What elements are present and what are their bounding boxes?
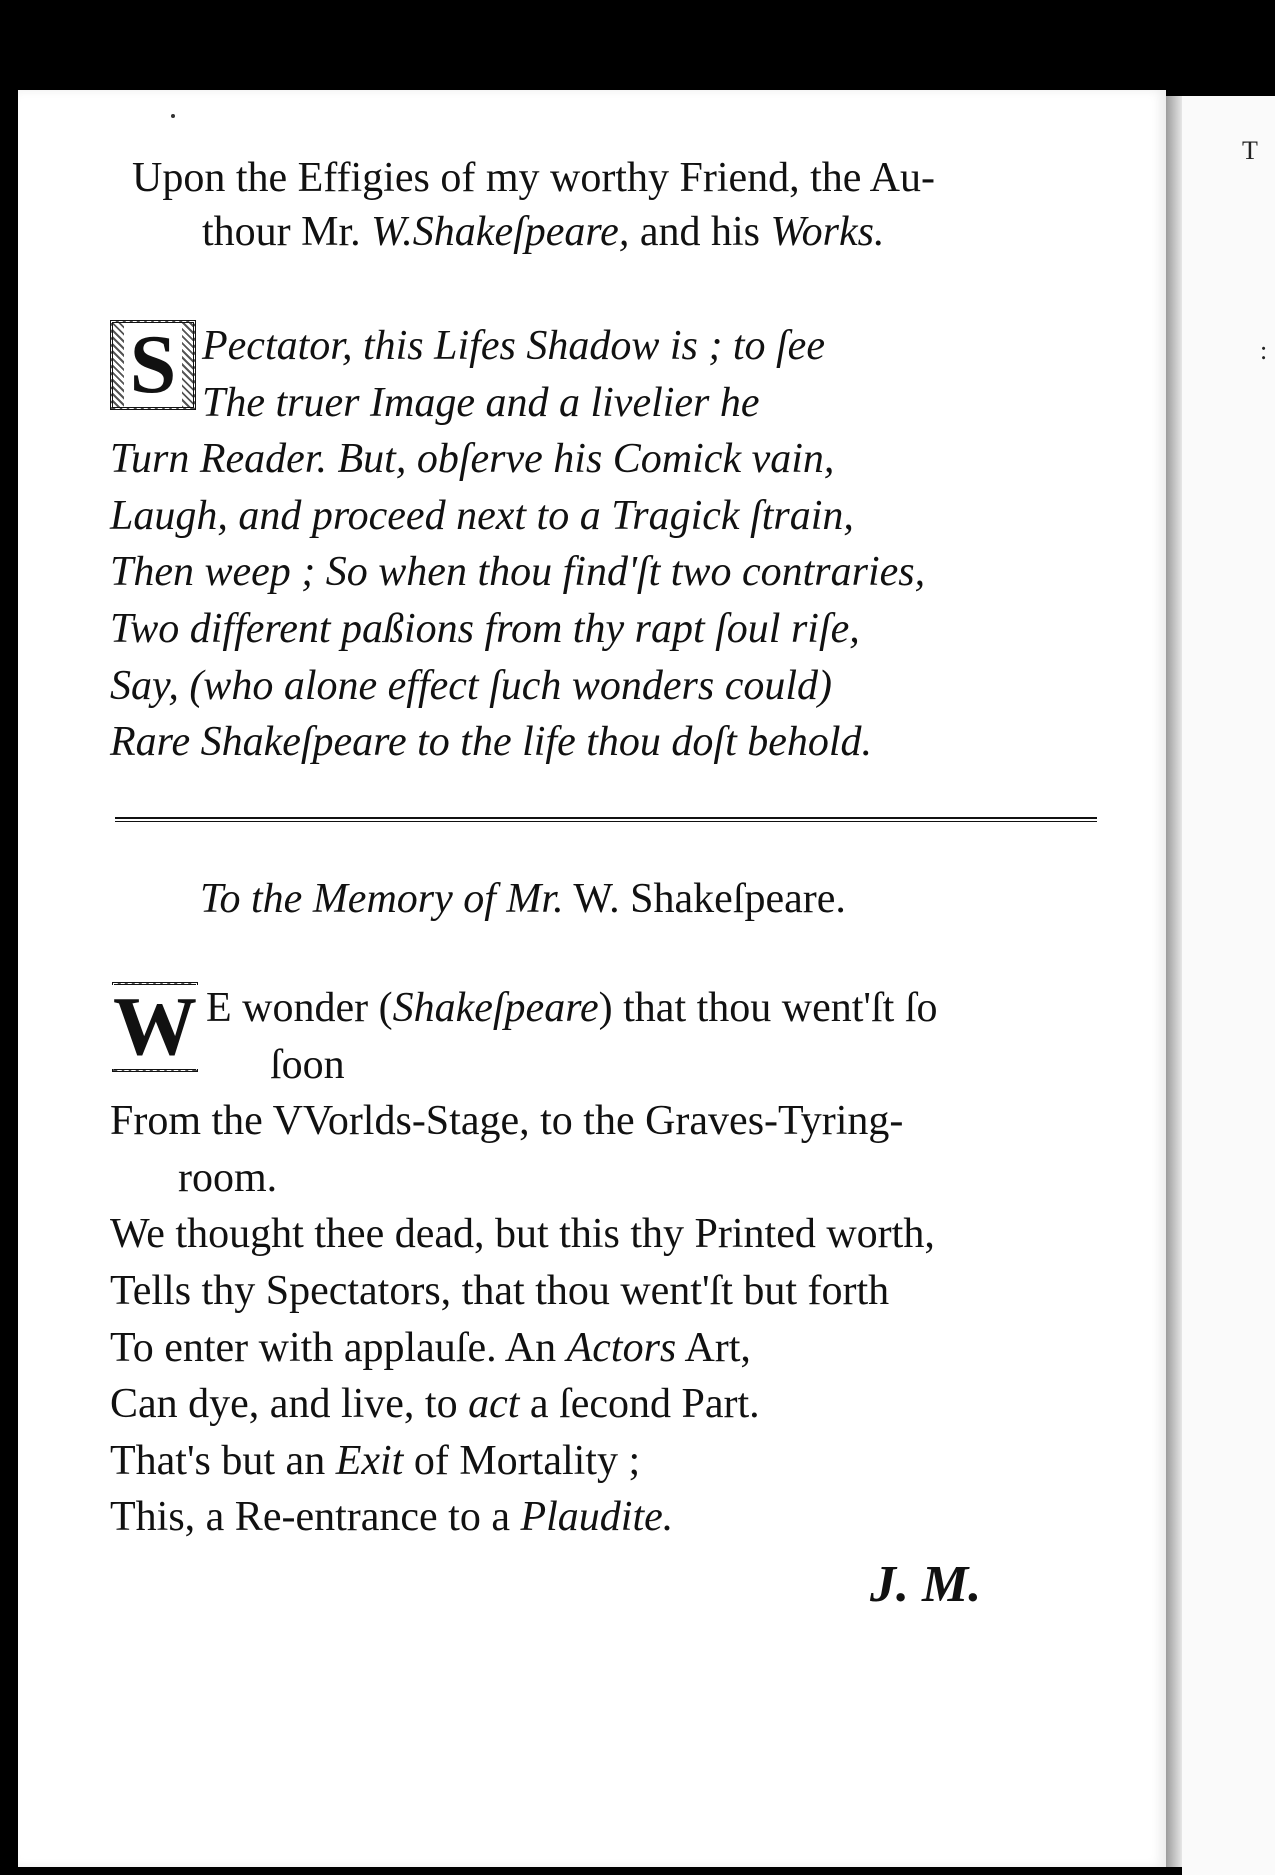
poem-heading <box>132 151 1092 259</box>
poem-line: Rare Shakeſpeare to the life thou doſt behold. <box>110 719 873 766</box>
poem-line: From the VVorlds-Stage, to the Graves-Tyring- <box>110 1098 904 1145</box>
ornamental-dropcap: S <box>110 320 196 410</box>
poem-line: Laugh, and proceed next to a Tragick ſtrain, <box>110 492 854 539</box>
poem-line: We thought thee dead, but this thy Printed worth, <box>110 1211 935 1258</box>
heading-line-2: thour Mr. W.Shakeſpeare, and his Works. <box>202 209 885 255</box>
second-poem <box>110 980 938 1546</box>
poem-line: Can dye, and live, to act a ſecond Part. <box>110 1381 760 1428</box>
author-signature: J. M. <box>870 1556 982 1613</box>
edge-char: T <box>1242 136 1258 165</box>
poem-line: To enter with applauſe. An Actors Art, <box>110 1324 751 1371</box>
page-gutter <box>1166 96 1182 1867</box>
poem-line: Tells thy Spectators, that thou went'ſt but forth <box>110 1267 890 1314</box>
first-poem <box>110 318 925 771</box>
poem-line: Turn Reader. But, obſerve his Comick vain, <box>110 436 835 483</box>
poem-line: room. <box>178 1154 278 1201</box>
poem-line: Pectator, this Lifes Shadow is ; to ſee <box>202 323 825 369</box>
poem-line: This, a Re-entrance to a Plaudite. <box>110 1494 674 1541</box>
poem-line: ſoon <box>270 1041 345 1088</box>
poem-line: E wonder (Shakeſpeare) that thou went'ſt ſo <box>206 985 938 1031</box>
memorial-heading: To the Memory of Mr. W. Shakeſpeare. <box>200 876 846 922</box>
poem-line: The truer Image and a livelier he <box>202 379 760 426</box>
poem-line: That's but an Exit of Mortality ; <box>110 1437 641 1484</box>
ink-speck <box>171 114 175 118</box>
ornamental-dropcap: W <box>112 982 198 1072</box>
poem-line: Then weep ; So when thou find'ſt two contraries, <box>110 549 926 596</box>
adjacent-page-edge <box>1182 96 1275 1875</box>
poem-line: Say, (who alone effect ſuch wonders could) <box>110 662 833 709</box>
edge-char: : <box>1260 336 1268 365</box>
heading-line-1: Upon the Effigies of my worthy Friend, the Au- <box>132 155 935 201</box>
poem-line: Two different paßions from thy rapt ſoul riſe, <box>110 605 860 652</box>
section-divider <box>115 817 1097 822</box>
